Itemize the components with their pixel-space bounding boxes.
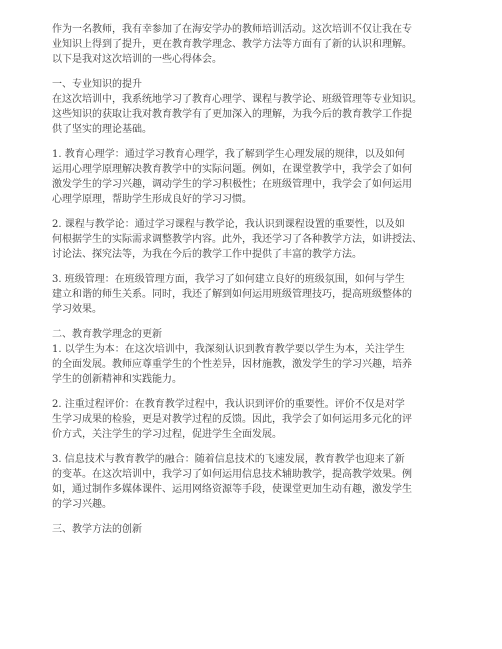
text-line: 如，通过制作多媒体课件、运用网络资源等手段，使课堂更加生动有趣，激发学生 — [52, 484, 412, 495]
text-line: 2. 注重过程评价：在教育教学过程中，我认识到评价的重要性。评价不仅是对学 — [52, 399, 405, 410]
section1-item-1 — [52, 147, 454, 207]
text-line: 建立和谐的师生关系。同时，我还了解到如何运用班级管理技巧，提高班级整体的 — [52, 289, 412, 300]
section-heading-2: 二、教育教学理念的更新 — [52, 329, 162, 340]
text-line: 心理学原理，帮助学生形成良好的学习习惯。 — [52, 194, 252, 205]
section2-item-2 — [52, 397, 454, 442]
text-line: 的变革。在这次培训中，我学习了如何运用信息技术辅助教学，提高教学效果。例 — [52, 469, 412, 480]
text-line: 供了坚实的理论基础。 — [52, 124, 152, 135]
text-line: 学习效果。 — [52, 304, 102, 315]
text-line: 学生的创新精神和实践能力。 — [52, 374, 182, 385]
text-line: 业知识上得到了提升，更在教育教学理念、教学方法等方面有了新的认识和理解。 — [52, 39, 412, 50]
text-line: 这些知识的获取让我对教育教学有了更加深入的理解，为我今后的教育教学工作提 — [52, 109, 412, 120]
text-line: 3. 班级管理：在班级管理方面，我学习了如何建立良好的班级氛围，如何与学生 — [52, 274, 405, 285]
text-line: 讨论法、探究法等，为我在今后的教学工作中提供了丰富的教学方法。 — [52, 249, 362, 260]
text-line: 2. 课程与教学论：通过学习课程与教学论，我认识到课程设置的重要性，以及如 — [52, 219, 405, 230]
text-line: 价方式，关注学生的学习过程，促进学生全面发展。 — [52, 429, 282, 440]
section2-item-3 — [52, 452, 454, 512]
section1-item-3 — [52, 272, 454, 317]
text-line: 何根据学生的实际需求调整教学内容。此外，我还学习了各种教学方法，如讲授法、 — [52, 234, 422, 245]
text-line: 的全面发展。教师应尊重学生的个性差异，因材施教，激发学生的学习兴趣，培养 — [52, 359, 412, 370]
section-heading-3: 三、教学方法的创新 — [52, 524, 142, 535]
text-line: 激发学生的学习兴趣，调动学生的学习积极性；在班级管理中，我学会了如何运用 — [52, 179, 412, 190]
text-line: 在这次培训中，我系统地学习了教育心理学、课程与教学论、班级管理等专业知识。 — [52, 94, 422, 105]
text-line: 运用心理学原理解决教育教学中的实际问题。例如，在课堂教学中，我学会了如何 — [52, 164, 412, 175]
text-line: 3. 信息技术与教育教学的融合：随着信息技术的飞速发展，教育教学也迎来了新 — [52, 454, 405, 465]
intro-paragraph — [52, 22, 454, 67]
section1-paragraph — [52, 92, 454, 137]
text-line: 的学习兴趣。 — [52, 499, 112, 510]
text-line: 1. 以学生为本：在这次培训中，我深刻认识到教育教学要以学生为本，关注学生 — [52, 344, 405, 355]
section-heading-1: 一、专业知识的提升 — [52, 79, 142, 90]
text-line: 作为一名教师，我有幸参加了在海安学办的教师培训活动。这次培训不仅让我在专 — [52, 24, 412, 35]
text-line: 生学习成果的检验，更是对教学过程的反馈。因此，我学会了如何运用多元化的评 — [52, 414, 412, 425]
section1-item-2 — [52, 217, 454, 262]
section2-item-1 — [52, 342, 454, 387]
text-line: 1. 教育心理学：通过学习教育心理学，我了解到学生心理发展的规律，以及如何 — [52, 149, 405, 160]
text-line: 以下是我对这次培训的一些心得体会。 — [52, 54, 222, 65]
